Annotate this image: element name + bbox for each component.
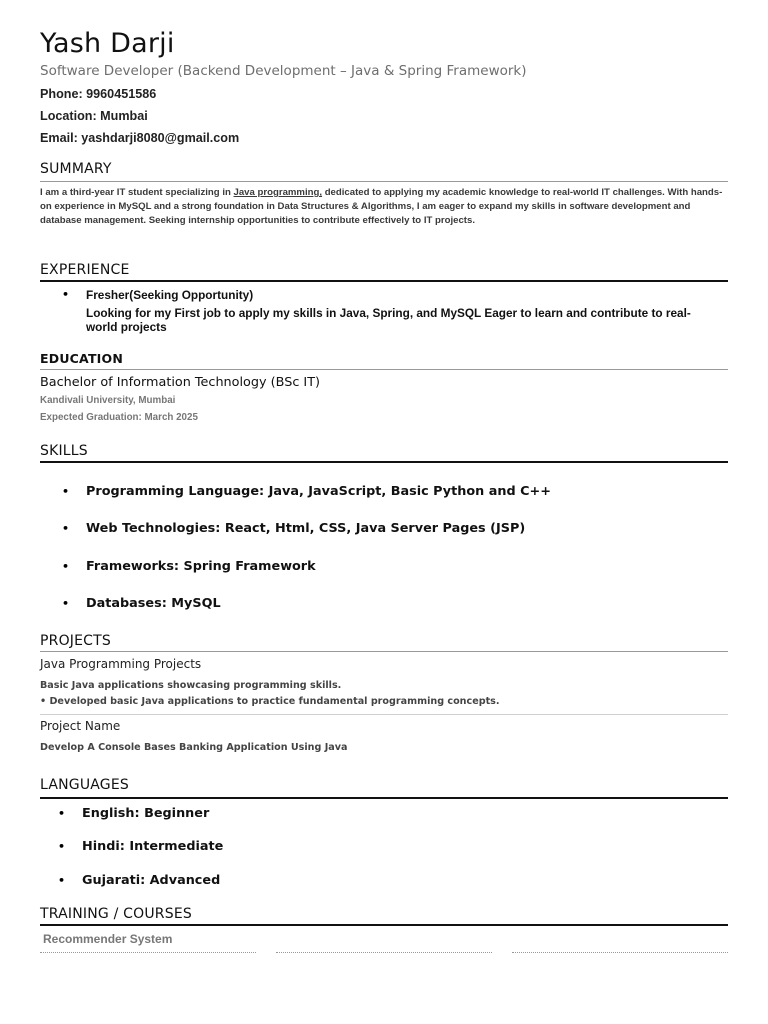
- phone: Phone: 9960451586: [40, 87, 157, 101]
- experience-description: Looking for my First job to apply my skills in Java, Spring, and MySQL Eager to learn and contribute to real-world projects: [86, 306, 691, 334]
- dotted-line: [512, 952, 728, 953]
- bullet-icon: •: [58, 874, 66, 887]
- course-item: Recommender System: [43, 932, 173, 946]
- summary-divider: [40, 181, 728, 182]
- skills-heading: SKILLS: [40, 443, 88, 459]
- projects-divider: [40, 651, 728, 652]
- email: Email: yashdarji8080@gmail.com: [40, 131, 240, 145]
- languages-divider: [40, 797, 728, 799]
- skill-item: Frameworks: Spring Framework: [86, 559, 316, 574]
- education-divider: [40, 369, 728, 370]
- project-title: Project Name: [40, 719, 121, 733]
- bullet-icon: •: [62, 485, 70, 498]
- project-title: Java Programming Projects: [40, 657, 202, 671]
- degree: Bachelor of Information Technology (BSc IT): [40, 375, 321, 390]
- summary-text: [40, 186, 728, 228]
- summary-text-start: I am a third-year IT student specializing in: [40, 187, 234, 198]
- project-description: Basic Java applications showcasing programming skills.: [40, 680, 342, 691]
- bullet-icon: •: [58, 807, 66, 820]
- skills-divider: [40, 461, 728, 463]
- projects-heading: PROJECTS: [40, 633, 111, 649]
- skill-item: Programming Language: Java, JavaScript, Basic Python and C++: [86, 484, 551, 499]
- skill-item: Web Technologies: React, Html, CSS, Java Server Pages (JSP): [86, 521, 526, 536]
- university: Kandivali University, Mumbai: [40, 395, 176, 406]
- bullet-icon: •: [62, 522, 70, 535]
- bullet-icon: •: [62, 597, 70, 610]
- experience-divider: [40, 280, 728, 282]
- experience-heading: EXPERIENCE: [40, 262, 130, 278]
- graduation-date: Expected Graduation: March 2025: [40, 412, 198, 423]
- training-divider: [40, 924, 728, 926]
- dotted-line: [40, 952, 256, 953]
- project-divider: [40, 714, 728, 715]
- job-title: Software Developer (Backend Development – Java & Spring Framework): [40, 63, 527, 79]
- language-item: English: Beginner: [82, 806, 210, 821]
- skill-item: Databases: MySQL: [86, 596, 221, 611]
- summary-highlight: Java programming,: [233, 187, 323, 198]
- bullet-icon: •: [62, 288, 70, 301]
- bullet-icon: •: [58, 840, 66, 853]
- education-heading: EDUCATION: [40, 351, 124, 366]
- summary-heading: SUMMARY: [40, 161, 112, 177]
- summary-text-end: dedicated to applying my academic knowledge to real-world IT challenges. With hands-on experience in MySQL and a strong foundation in Data Structures & Algorithms, I am eager to expand my skills in software development and database management. Seeking internship opportunities to contribute effectively to IT projects.: [40, 187, 723, 226]
- bullet-icon: •: [62, 560, 70, 573]
- dotted-line: [276, 952, 492, 953]
- language-item: Gujarati: Advanced: [82, 873, 221, 888]
- language-item: Hindi: Intermediate: [82, 839, 224, 854]
- project-bullet: • Developed basic Java applications to practice fundamental programming concepts.: [40, 696, 500, 707]
- project-description: Develop A Console Bases Banking Application Using Java: [40, 742, 348, 753]
- languages-heading: LANGUAGES: [40, 777, 129, 793]
- location: Location: Mumbai: [40, 109, 148, 123]
- training-heading: TRAINING / COURSES: [40, 906, 192, 922]
- experience-title: Fresher(Seeking Opportunity): [86, 288, 254, 302]
- candidate-name: Yash Darji: [40, 28, 175, 59]
